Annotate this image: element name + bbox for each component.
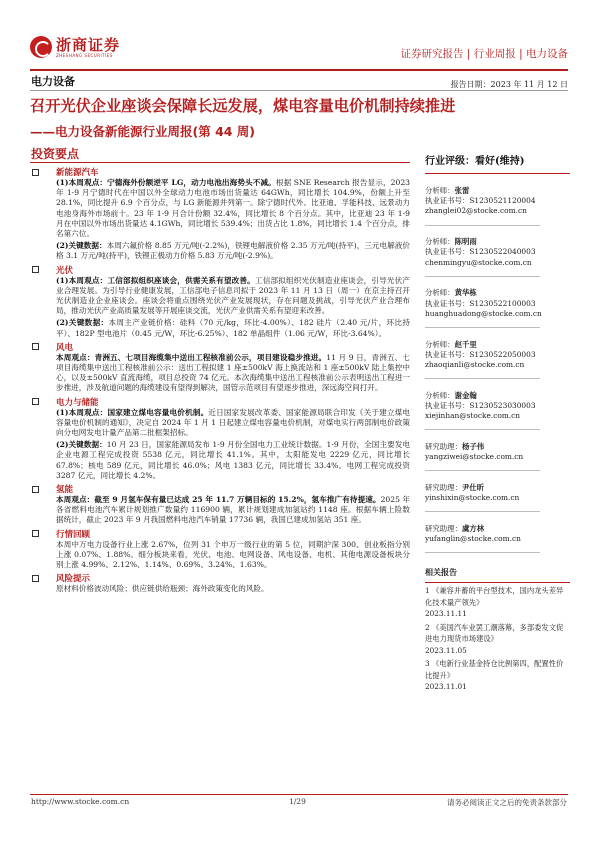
related-report-date: 2023.11.05 xyxy=(425,645,467,655)
section-category xyxy=(30,166,410,178)
analyst-divider xyxy=(425,378,540,379)
section-paragraph xyxy=(56,178,410,239)
analyst-name: 尹仕昕 xyxy=(461,483,485,493)
analyst-card xyxy=(425,524,570,553)
paragraph-lead: 本周观点：青洲五、七项目海缆集中送出工程核准前公示，项目建设稳步推进。 xyxy=(56,352,327,362)
analyst-role: 研究助理： xyxy=(425,483,462,493)
related-report-title: 1 《兼容并蓄的平台型技术，国内龙头差异化技术量产领先》 xyxy=(425,586,564,607)
related-report-title: 2 《美国汽车业罢工潮落幕，多部委发文促进电力现货市场建设》 xyxy=(425,622,564,644)
company-logo xyxy=(30,36,120,58)
analyst-name: 谢金翰 xyxy=(454,390,477,400)
paragraph-text: 根据 SNE Research 报告显示，2023 年 1-9 月宁德时代在中国以外全球动力电池市场出货量达 64GWh，同比增长 104.9%，份额上升至 28.1%，同比提升 6.9 个百分点，与 LG 新能源并列第一。除宁德时代外、比亚迪、孚能科技、远景动力电池身海外市场前十。23 年 1-9 月合计份额 32.4%，同比增长 8 个百分点。其中，比亚迪 23 年 1-9 月在中国以外市场出货量达 4.1GWh，同比增长 539.4%；出货占比 1.8%，同比增长 1.4 个百分点，排名第六位。 xyxy=(56,178,410,239)
industry-divider xyxy=(30,90,568,91)
analyst-card xyxy=(425,186,570,225)
paragraph-text: 本周中万电力设备行业上涨 2.67%，位列 31 个申万一级行业的第 5 位，同期沪深 300、创业板指分别上涨 0.07%、1.88%。细分板块来看，光伏、电池、电网设备、风电设备、电机、其他电源设备板块分别上涨 4.99%、2.12%、1.14%、0.69%、3.24%、1.63%。 xyxy=(56,539,410,570)
section-paragraph xyxy=(56,276,410,317)
checkbox-square-icon xyxy=(32,530,39,537)
paragraph-lead: (2)关键数据： xyxy=(56,318,109,328)
analyst-email[interactable]: zhanglei02@stocke.com.cn xyxy=(425,206,527,216)
related-report-title: 3 《电新行业基金持仓比例第四，配置性价比提升》 xyxy=(425,659,564,680)
analyst-email[interactable]: yufanglin@stocke.com.cn xyxy=(425,534,521,544)
section-paragraph xyxy=(56,440,410,481)
analyst-role: 研究助理： xyxy=(425,524,462,534)
left-divider xyxy=(30,162,410,163)
analyst-list xyxy=(425,186,570,553)
footer-url[interactable]: http://www.stocke.com.cn xyxy=(31,797,130,806)
paragraph-lead: 本周观点：截至 9 月氢车保有量已达成 25 年 11.7 万辆目标的 15.2%，氢车推广有待提速。 xyxy=(56,495,381,505)
analyst-name: 陈明雨 xyxy=(454,237,477,247)
paragraph-lead: (1)本周观点：工信部拟组织座谈会，供需关系有望改善。 xyxy=(56,275,255,285)
analyst-cert: 执业证书号：S1230523030003 xyxy=(425,401,536,411)
industry-label: 电力设备 xyxy=(31,75,75,88)
logo-name: 浙商证券 xyxy=(56,35,121,54)
analyst-divider xyxy=(425,552,540,553)
analyst-name: 赵千里 xyxy=(454,339,477,349)
section-category xyxy=(30,396,410,408)
related-report-date: 2023.11.01 xyxy=(425,682,467,692)
category-label: 氢能 xyxy=(56,485,74,496)
analyst-role: 分析师： xyxy=(425,237,455,247)
category-label: 电力与储能 xyxy=(56,397,99,408)
analyst-card xyxy=(425,391,570,430)
page-header xyxy=(30,36,568,66)
analyst-email[interactable]: xiejinhan@stocke.com.cn xyxy=(425,411,521,421)
analyst-cert: 执业证书号：S1230522040003 xyxy=(425,247,536,257)
section-paragraph xyxy=(56,584,410,594)
analyst-divider xyxy=(425,429,540,430)
analyst-email[interactable]: zhaoqianli@stocke.com.cn xyxy=(425,360,525,370)
analyst-card xyxy=(425,288,570,327)
disclaimer-note: 请务必阅读正文之后的免责条款部分 xyxy=(447,798,567,807)
investment-points xyxy=(30,164,410,595)
analyst-email[interactable]: yinshixin@stocke.com.cn xyxy=(425,493,520,503)
paragraph-lead: (1)本周观点：宁德海外份额逆平 LG，动力电池出海势头不减。 xyxy=(56,178,276,187)
related-report-item[interactable] xyxy=(425,585,570,620)
analyst-role: 研究助理： xyxy=(425,442,462,452)
analyst-email[interactable]: yangziwei@stocke.com.cn xyxy=(425,452,524,462)
section-category xyxy=(30,572,410,584)
paragraph-text: 2025 年各省燃料电池汽车累计规划推广数量约 116900 辆，累计规划建成加氢站约 1148 座。根据车辆上险数据统计，截止 2023 年 9 月我国燃料电池汽车销量 17736 辆，我国已建成加氢站 351 座。 xyxy=(56,495,410,525)
section-category xyxy=(30,264,410,276)
analyst-name: 虞方林 xyxy=(461,524,485,534)
analyst-email[interactable]: huanghuadong@stocke.com.cn xyxy=(425,308,542,318)
paragraph-text: 10 月 23 日，国家能源局发布 1-9 月份全国电力工业统计数据。1-9 月份，全国主要发电企业电源工程完成投资 5538 亿元，同比增长 41.1%。其中，太阳能发电 2229 亿元，同比增长 67.8%；核电 589 亿元，同比增长 46.0%；风电 1383 亿元，同比增长 33.4%。电网工程完成投资 3287 亿元，同比增长 4.2%。 xyxy=(56,440,410,480)
analyst-role: 分析师： xyxy=(425,186,455,195)
report-subtitle: ——电力设备新能源行业周报(第 44 周) xyxy=(30,124,256,139)
analyst-divider xyxy=(425,276,540,277)
section-heading: 投资要点 xyxy=(31,147,80,161)
section-paragraph xyxy=(56,408,410,439)
related-reports-list xyxy=(425,585,570,693)
industry-rating: 行业评级：看好(维持) xyxy=(425,156,525,167)
related-report-date: 2023.11.11 xyxy=(425,609,467,619)
paragraph-lead: (2)关键数据： xyxy=(56,241,107,251)
paragraph-lead: (2)关键数据： xyxy=(56,440,107,450)
paragraph-text: 工信部拟组织光伏制造业座谈会，引导光伏产业合理发展。为引导行业健康发展，工信部电子信息司拟于 2023 年 11 月 13 日（周一）在京主持召开光伏制造业企业座谈会。座谈会将重点围绕光伏产业发展现状，存在问题及挑战，引导光伏产业合理布局，推动光伏产业高质量发展等开展座谈交流，光伏产业供需关系有望迎来改善。 xyxy=(56,275,411,316)
sidebar xyxy=(425,145,570,693)
report-title: 召开光伏企业座谈会保障长远发展，煤电容量电价机制持续推进 xyxy=(30,97,456,115)
section-category xyxy=(30,483,410,495)
checkbox-square-icon xyxy=(32,575,39,582)
category-label: 行情回顾 xyxy=(56,529,91,540)
related-divider xyxy=(425,582,570,583)
analyst-cert: 执业证书号：S1230522050003 xyxy=(425,349,536,359)
paragraph-text: 11 月 9 日，青洲五、七项目海缆集中送出工程核准前公示：送出工程拟建 1 座±500kV 海上换流站和 1 座±500kV 陆上集控中心，以及±500kV 直流海缆，项目总投资 74 亿元。本次海缆集中送出工程核准前公示表明送出工程进一步推进，涉及航道问题的海缆建设有望得到解决，国管示范项目有望逐步推进，深远海空间打开。 xyxy=(56,352,410,393)
report-type: 证券研究报告 | 行业周报 | 电力设备 xyxy=(400,48,568,60)
analyst-name: 张雷 xyxy=(454,186,470,195)
category-label: 新能源汽车 xyxy=(56,168,99,178)
paragraph-text: 本周六氟价格 8.85 万元/吨(-2.2%)，铁锂电解液价格 2.35 万元/吨(持平)，三元电解液价格 3.1 万元/吨(持平)，铁锂正极动力价格 5.83 万元/吨(-2.9%)。 xyxy=(56,241,410,261)
analyst-card xyxy=(425,237,570,276)
logo-icon xyxy=(30,36,52,58)
checkbox-square-icon xyxy=(32,398,39,405)
logo-english-name: ZHESHANG SECURITIES xyxy=(56,52,113,58)
analyst-divider xyxy=(425,327,540,328)
checkbox-square-icon xyxy=(32,343,39,350)
analyst-name: 黄华栋 xyxy=(454,288,477,298)
section-category xyxy=(30,528,410,540)
analyst-role: 分析师： xyxy=(425,390,455,400)
category-label: 风险提示 xyxy=(56,574,91,585)
analyst-cert: 执业证书号：S1230521120004 xyxy=(425,196,536,206)
analyst-divider xyxy=(425,511,540,512)
report-date: 报告日期：2023 年 11 月 12 日 xyxy=(450,80,568,89)
section-paragraph xyxy=(56,241,410,261)
related-reports-heading: 相关报告 xyxy=(425,567,457,578)
analyst-role: 分析师： xyxy=(425,288,455,298)
analyst-divider xyxy=(425,225,540,226)
category-label: 光伏 xyxy=(56,265,74,276)
category-label: 风电 xyxy=(56,342,74,353)
section-category xyxy=(30,341,410,353)
analyst-email[interactable]: chenmingyu@stocke.com.cn xyxy=(425,257,532,267)
analyst-card xyxy=(425,340,570,379)
analyst-cert: 执业证书号：S1230522100003 xyxy=(425,298,536,308)
analyst-role: 分析师： xyxy=(425,339,455,349)
page-number: 1/29 xyxy=(289,797,306,806)
rating-divider xyxy=(425,173,570,174)
paragraph-lead: (1)本周观点：国家建立煤电容量电价机制。 xyxy=(56,407,209,417)
paragraph-text: 本周主产业链价格：硅料（70 元/kg，环比-4.00%）、182 硅片（2.40 元/片，环比持平）、182P 型电池片（0.45 元/W，环比-6.25%）、182 单晶组件（1.06 元/W，环比-3.64%）。 xyxy=(56,318,410,338)
section-paragraph xyxy=(56,495,410,526)
paragraph-text: 原材料价格波动风险；供应链供给瓶颈；海外政策变化的风险。 xyxy=(56,584,269,594)
checkbox-square-icon xyxy=(32,486,39,493)
section-paragraph xyxy=(56,540,410,571)
header-divider xyxy=(30,69,568,71)
analyst-card xyxy=(425,483,570,512)
analyst-divider xyxy=(425,470,540,471)
checkbox-square-icon xyxy=(32,169,39,176)
related-report-item[interactable] xyxy=(425,622,570,657)
related-report-item[interactable] xyxy=(425,658,570,693)
analyst-name: 杨子伟 xyxy=(461,442,485,452)
paragraph-text: 近日国家发展改革委、国家能源局联合印发《关于建立煤电容量电价机制的通知》，决定自 2024 年 1 月 1 日起建立煤电容量电价机制，对煤电实行两部制电价政策向分电网发电计量产品第二批框架招标。 xyxy=(56,407,411,438)
footer-divider xyxy=(30,794,568,795)
section-paragraph xyxy=(56,353,410,394)
analyst-card xyxy=(425,442,570,471)
section-paragraph xyxy=(56,318,410,338)
checkbox-square-icon xyxy=(32,266,39,273)
